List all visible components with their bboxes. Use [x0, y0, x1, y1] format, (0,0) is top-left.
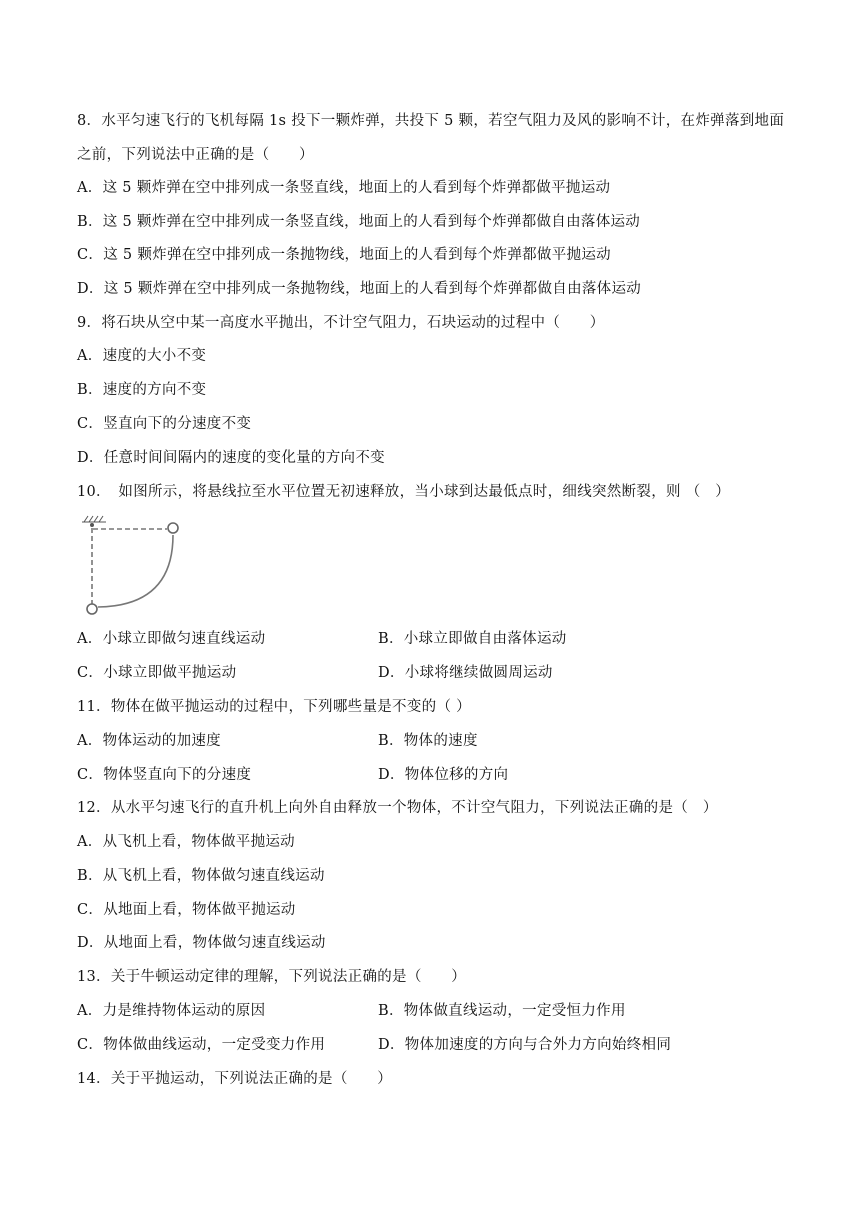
q11-stem: 11．物体在做平抛运动的过程中，下列哪些量是不变的（ ）: [77, 699, 471, 715]
q12-option-a: A．从飞机上看，物体做平抛运动: [77, 834, 295, 850]
pivot-point: [90, 523, 94, 527]
q9-stem: 9．将石块从空中某一高度水平抛出，不计空气阻力，石块运动的过程中（ ）: [77, 315, 605, 331]
ball-start: [168, 523, 178, 533]
q8-option-d: D．这 5 颗炸弹在空中排列成一条抛物线，地面上的人看到每个炸弹都做自由落体运动: [77, 281, 642, 297]
q12-option-d: D．从地面上看，物体做匀速直线运动: [77, 935, 326, 951]
q9-option-d: D．任意时间间隔内的速度的变化量的方向不变: [77, 450, 385, 466]
q8-option-a: A．这 5 颗炸弹在空中排列成一条竖直线，地面上的人看到每个炸弹都做平抛运动: [77, 180, 611, 196]
q13-stem: 13．关于牛顿运动定律的理解，下列说法正确的是（ ）: [77, 969, 467, 985]
q10-option-b: B．小球立即做自由落体运动: [378, 631, 567, 647]
q11-option-c: C．物体竖直向下的分速度: [77, 767, 252, 783]
q11-option-a: A．物体运动的加速度: [77, 733, 221, 749]
ball-bottom: [87, 604, 97, 614]
q10-option-c: C．小球立即做平抛运动: [77, 665, 237, 681]
q10-stem: 10． 如图所示，将悬线拉至水平位置无初速释放，当小球到达最低点时，细线突然断裂，则 （ ）: [77, 484, 731, 500]
q8-option-c: C．这 5 颗炸弹在空中排列成一条抛物线，地面上的人看到每个炸弹都做平抛运动: [77, 247, 611, 263]
q13-option-b: B．物体做直线运动，一定受恒力作用: [378, 1003, 626, 1019]
arc-trajectory: [98, 535, 173, 607]
q9-option-c: C．竖直向下的分速度不变: [77, 416, 252, 432]
q8-option-b: B．这 5 颗炸弹在空中排列成一条竖直线，地面上的人看到每个炸弹都做自由落体运动: [77, 214, 641, 230]
ceiling-hatch-icon: [82, 516, 106, 522]
q14-stem: 14．关于平抛运动，下列说法正确的是（ ）: [77, 1071, 393, 1087]
q9-option-b: B．速度的方向不变: [77, 382, 207, 398]
q11-option-b: B．物体的速度: [378, 733, 478, 749]
q9-option-a: A．速度的大小不变: [77, 348, 207, 364]
q8-stem-line1: 8．水平匀速飞行的飞机每隔 1s 投下一颗炸弹，共投下 5 颗，若空气阻力及风的影响不计，在炸弹落到地面: [77, 113, 785, 129]
pendulum-diagram: [76, 515, 186, 619]
q10-option-a: A．小球立即做匀速直线运动: [77, 631, 266, 647]
q12-stem: 12．从水平匀速飞行的直升机上向外自由释放一个物体，不计空气阻力，下列说法正确的是（ ）: [77, 800, 718, 816]
q8-stem-line2: 之前，下列说法中正确的是（ ）: [77, 147, 314, 163]
q10-option-d: D．小球将继续做圆周运动: [378, 665, 553, 681]
q12-option-c: C．从地面上看，物体做平抛运动: [77, 902, 296, 918]
q13-option-c: C．物体做曲线运动，一定受变力作用: [77, 1037, 326, 1053]
q11-option-d: D．物体位移的方向: [378, 767, 509, 783]
q13-option-d: D．物体加速度的方向与合外力方向始终相同: [378, 1037, 672, 1053]
q13-option-a: A．力是维持物体运动的原因: [77, 1003, 266, 1019]
q12-option-b: B．从飞机上看，物体做匀速直线运动: [77, 868, 325, 884]
